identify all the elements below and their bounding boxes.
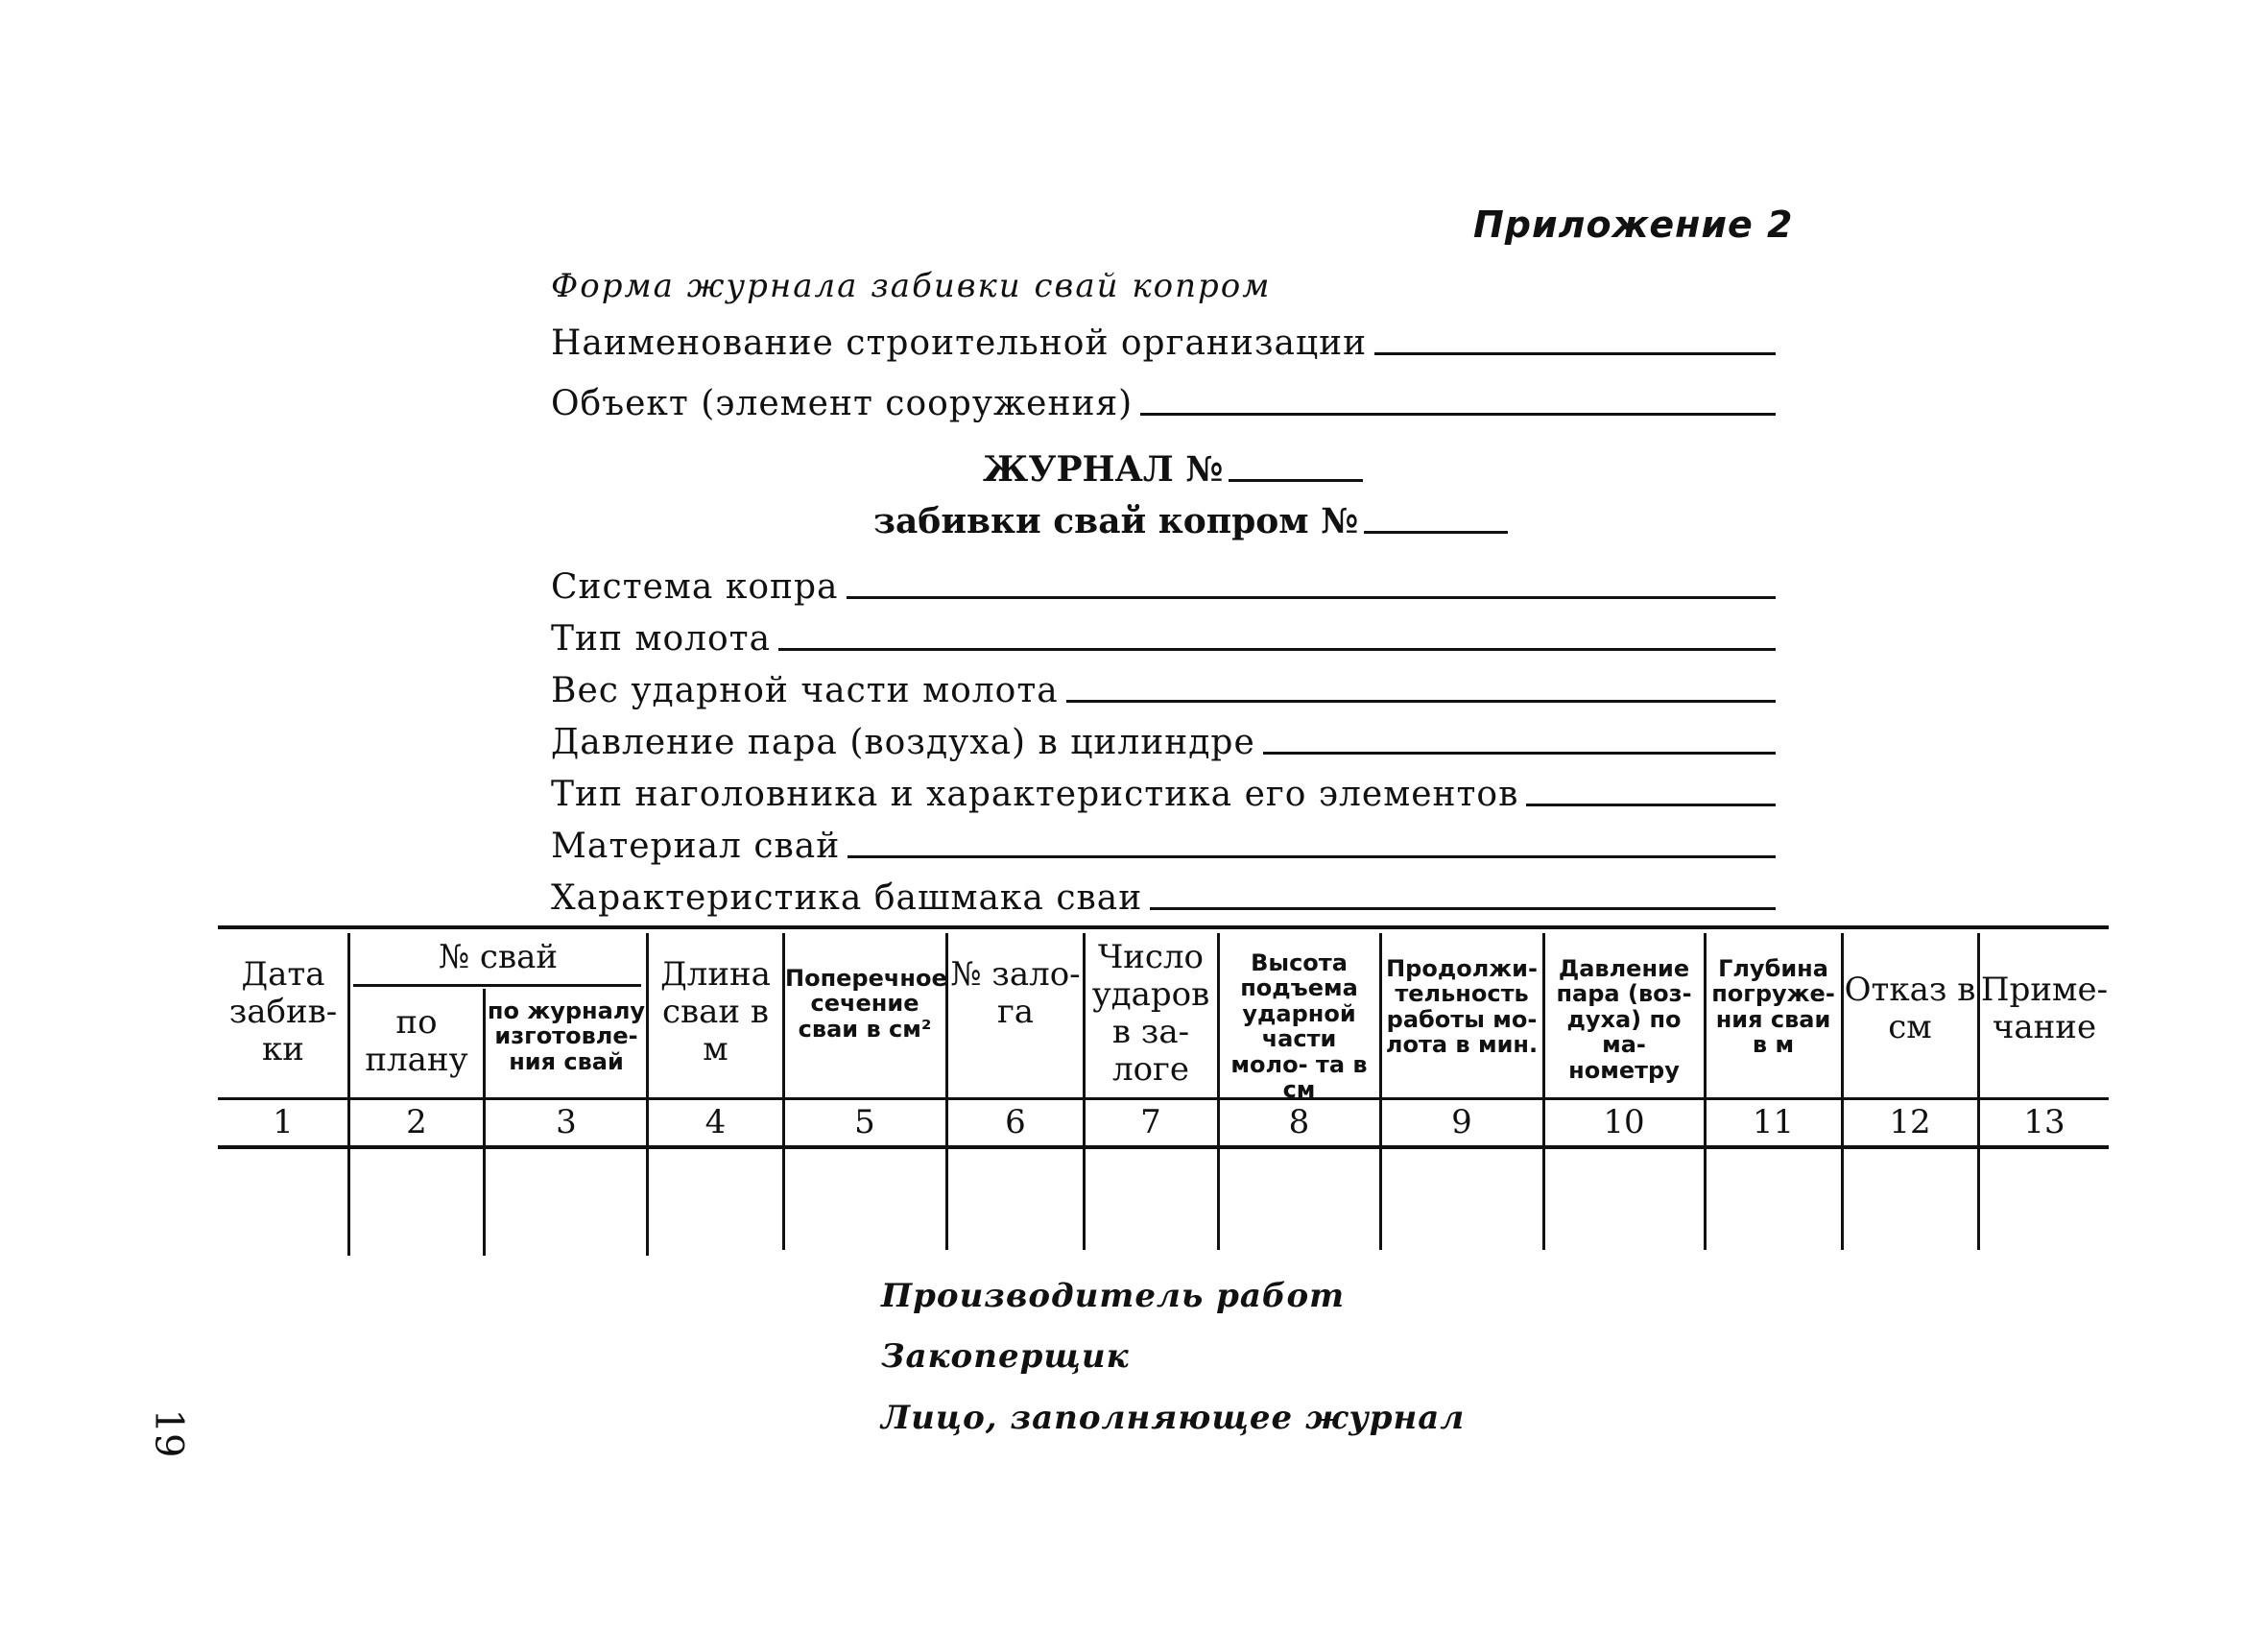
- col-header-log: по журналу изготовле- ния свай: [487, 997, 646, 1075]
- col-number: 7: [1140, 1103, 1161, 1141]
- col-header-note: Приме- чание: [1980, 971, 2109, 1047]
- col-header-depth: Глубина погруже- ния сваи в м: [1711, 955, 1835, 1059]
- fill-line[interactable]: [778, 648, 1776, 651]
- col-header-section: Поперечное сечение сваи в см²: [785, 965, 947, 1043]
- fill-line[interactable]: [847, 596, 1776, 599]
- field-pile-shoe: [551, 876, 1776, 918]
- col-number: 4: [704, 1103, 727, 1141]
- field-label: Вес ударной части молота: [551, 671, 1059, 710]
- col-number: 8: [1288, 1103, 1310, 1141]
- col-header-blows: Число ударов в за- логе: [1091, 938, 1210, 1090]
- journal-title: [983, 449, 1363, 490]
- table-number-rule: [218, 1145, 2109, 1149]
- fill-line[interactable]: [1526, 804, 1776, 806]
- field-label: Характеристика башмака сваи: [551, 878, 1143, 918]
- rig-number-line[interactable]: [1364, 531, 1508, 534]
- journal-subtitle-text: забивки свай копром №: [873, 501, 1359, 541]
- journal-number-line[interactable]: [1229, 479, 1363, 482]
- appendix-label: Приложение 2: [1473, 204, 1794, 246]
- table-header-rule: [218, 1097, 2109, 1100]
- group-header-rule: [353, 984, 641, 987]
- col-header-date: Дата забив- ки: [228, 955, 338, 1069]
- field-label: Объект (элемент сооружения): [551, 384, 1134, 423]
- table-data-row[interactable]: [221, 1150, 2108, 1250]
- col-number: 2: [406, 1103, 427, 1141]
- col-header-pressure: Давление пара (воз- духа) по ма- нометру: [1556, 955, 1692, 1084]
- fill-line[interactable]: [1140, 413, 1776, 416]
- field-hammer-type: [551, 616, 1776, 659]
- field-hammer-weight: [551, 668, 1776, 710]
- col-number: 1: [273, 1103, 294, 1141]
- fill-line[interactable]: [1150, 907, 1776, 910]
- signature-log-keeper: Лицо, заполняющее журнал: [881, 1399, 1466, 1437]
- journal-title-text: ЖУРНАЛ №: [983, 449, 1224, 490]
- fill-line[interactable]: [1374, 352, 1776, 355]
- fill-line[interactable]: [1263, 752, 1776, 755]
- field-rig-system: [551, 564, 1776, 607]
- group-header-piles: № свай: [438, 938, 559, 976]
- field-object: [551, 381, 1776, 423]
- field-label: Наименование строительной организации: [551, 324, 1368, 363]
- page-number: 19: [146, 1408, 191, 1458]
- col-number: 3: [556, 1103, 577, 1141]
- col-number: 6: [1005, 1103, 1026, 1141]
- table-top-rule: [218, 925, 2109, 929]
- fill-line[interactable]: [1066, 700, 1776, 703]
- form-title: Форма журнала забивки свай копром: [551, 267, 1272, 305]
- col-header-length: Длина сваи в м: [660, 955, 771, 1069]
- signature-work-manager: Производитель работ: [881, 1277, 1346, 1315]
- col-header-plan: по плану: [365, 1003, 468, 1080]
- col-number: 11: [1752, 1103, 1795, 1141]
- col-number: 5: [854, 1103, 875, 1141]
- field-label: Материал свай: [551, 827, 841, 866]
- col-number: 9: [1451, 1103, 1472, 1141]
- field-label: Тип наголовника и характеристика его элементов: [551, 775, 1519, 814]
- col-number: 13: [2023, 1103, 2065, 1141]
- signature-rig-operator: Закоперщик: [881, 1337, 1130, 1376]
- field-label: Система копра: [551, 567, 839, 607]
- field-pile-material: [551, 824, 1776, 866]
- col-header-drop-height: Высота подъема ударной части моло- та в см: [1230, 949, 1368, 1103]
- field-label: Тип молота: [551, 619, 772, 659]
- journal-subtitle: [873, 501, 1508, 541]
- field-organization: [551, 321, 1776, 363]
- col-number: 10: [1603, 1103, 1645, 1141]
- col-header-set-number: № зало- га: [950, 955, 1081, 1032]
- col-header-duration: Продолжи- тельность работы мо- лота в мин.: [1385, 955, 1539, 1059]
- field-steam-pressure: [551, 720, 1776, 762]
- fill-line[interactable]: [848, 855, 1776, 858]
- field-label: Давление пара (воздуха) в цилиндре: [551, 723, 1255, 762]
- col-number: 12: [1889, 1103, 1931, 1141]
- field-cap-type: [551, 772, 1776, 814]
- col-header-refusal: Отказ в см: [1844, 971, 1976, 1047]
